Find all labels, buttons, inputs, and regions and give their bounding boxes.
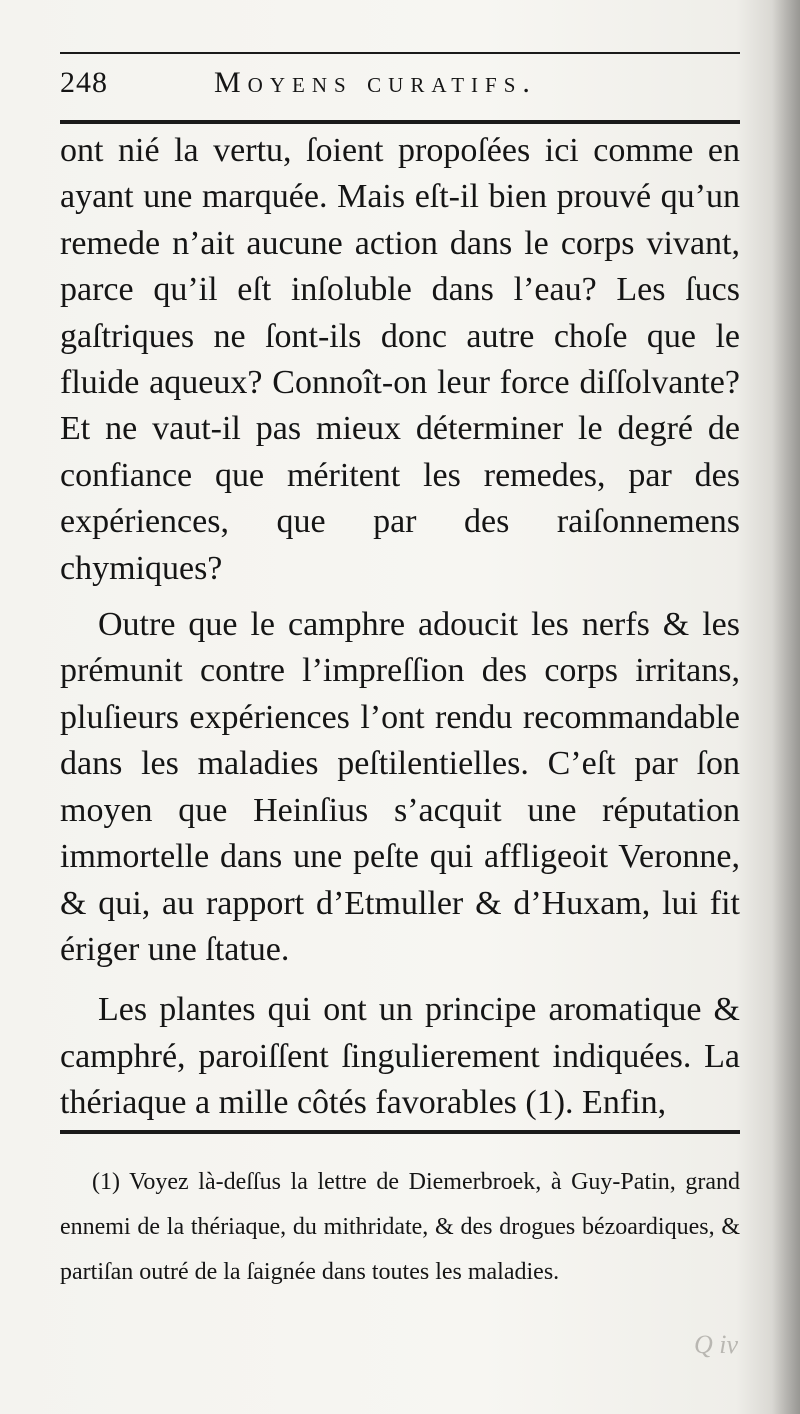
footnote-text: (1) Voyez là-deſſus la lettre de Diemerbroek, à Guy-Patin, grand ennemi de la thériaque, du mithridate, & des drogues bézoardiques, & partiſan outré de la ſaignée dans toutes les maladies. <box>60 1169 740 1285</box>
paragraph: ont nié la vertu, ſoient propoſées ici comme en ayant une marquée. Mais eſt-il bien prouvé qu’un remede n’ait aucune action dans le corps vivant, parce qu’il eſt inſoluble dans l’eau? Les ſucs gaſtriques ne ſont-ils donc autre choſe que le fluide aqueux? Connoît-on leur force diſſolvante? Et ne vaut-il pas mieux déterminer le degré de confiance que méritent les remedes, par des expériences, que par des raiſonnemens chymiques? <box>60 132 740 587</box>
footnote-rule <box>60 1130 740 1134</box>
page-number: 248 <box>60 66 108 99</box>
main-text <box>60 128 740 1127</box>
footnote <box>60 1160 740 1295</box>
running-head <box>60 64 740 108</box>
running-title: Moyens curatifs. <box>214 66 537 99</box>
paragraph: Les plantes qui ont un principe aromatique & camphré, paroiſſent ſingulierement indiquées. La thériaque a mille côtés favorables (1). Enfin, <box>60 991 740 1122</box>
header-rule-thick <box>60 120 740 124</box>
header-rule-thin <box>60 52 740 54</box>
spine-shadow <box>772 0 800 1414</box>
paragraph: Outre que le camphre adoucit les nerfs & les prémunit contre l’impreſſion des corps irritans, pluſieurs expériences l’ont rendu recommandable dans les maladies peſtilentielles. C’eſt par ſon moyen que Heinſius s’acquit une réputation immortelle dans une peſte qui affligeoit Veronne, & qui, au rapport d’Etmuller & d’Huxam, lui fit ériger une ſtatue. <box>60 606 740 968</box>
bleed-through-signature: Q iv <box>693 1330 738 1359</box>
